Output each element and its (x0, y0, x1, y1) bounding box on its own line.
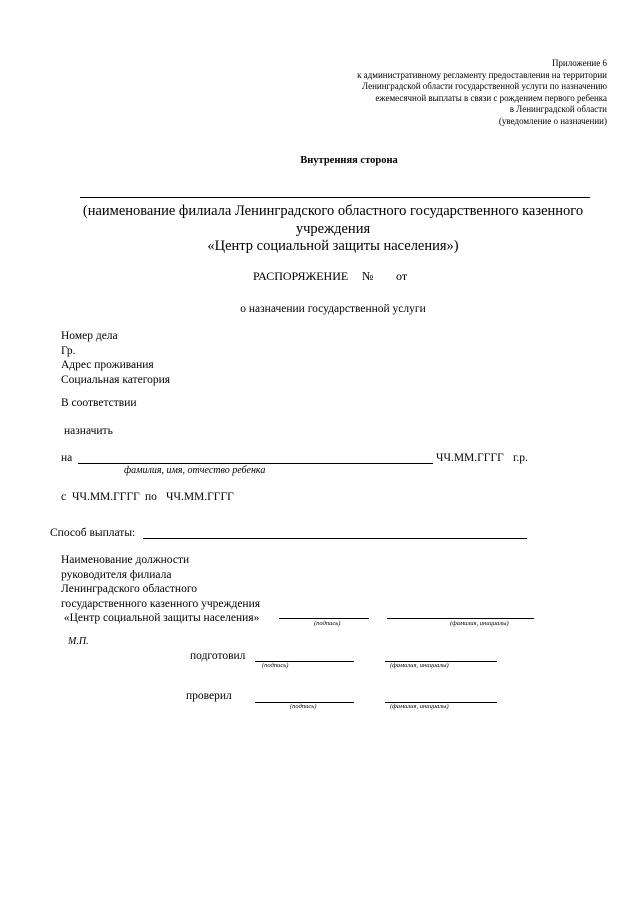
prepared-signature-caption: (подпись) (262, 662, 289, 669)
organization-line-1: (наименование филиала Ленинградского областного государственного казенного учреждения (82, 203, 584, 237)
case-field-citizen: Гр. (61, 344, 76, 357)
organization-caption (48, 203, 618, 256)
organization-line-2: «Центр социальной защиты населения») (207, 238, 459, 254)
assign-text: назначить (64, 425, 113, 437)
checked-signature-caption: (подпись) (290, 703, 317, 710)
prepared-label: подготовил (190, 650, 246, 662)
head-signature-caption: (подпись) (314, 620, 341, 627)
case-fields (61, 329, 170, 387)
organization-name-line (80, 197, 590, 198)
appendix-line: Ленинградской области государственной услуги по назначению (362, 81, 607, 92)
appendix-line: (уведомление о назначении) (498, 115, 607, 126)
case-field-category: Социальная категория (61, 373, 171, 386)
head-name-caption: (фамилия, инициалы) (450, 620, 509, 627)
head-line: Ленинградского областного (61, 583, 197, 595)
child-name-caption: фамилия, имя, отчество ребенка (124, 465, 266, 476)
head-line: Наименование должности (61, 554, 190, 566)
appendix-header (357, 58, 607, 128)
head-position (61, 553, 260, 626)
appendix-line: к административному регламенту предоставления на территории (357, 69, 607, 80)
case-field-number: Номер дела (61, 330, 118, 342)
head-name-line (387, 618, 534, 619)
order-date-label: от (396, 269, 408, 283)
stamp-mark: М.П. (68, 636, 89, 647)
payment-method-line (143, 538, 527, 539)
head-line: «Центр социальной защиты населения» (61, 612, 260, 624)
order-number-label: № (362, 269, 374, 283)
period-to-date: ЧЧ.ММ.ГГГГ (166, 491, 234, 503)
payment-method-label: Способ выплаты: (50, 527, 136, 539)
checked-label: проверил (186, 690, 232, 702)
period-to-label: по (145, 491, 157, 503)
appendix-line: в Ленинградской области (509, 104, 607, 115)
head-line: государственного казенного учреждения (61, 597, 261, 610)
accordance-text: В соответствии (61, 397, 137, 409)
prepared-name-caption: (фамилия, инициалы) (390, 662, 449, 669)
order-title: РАСПОРЯЖЕНИЕ (253, 269, 349, 283)
order-purpose: о назначении государственной услуги (240, 303, 426, 315)
case-field-address: Адрес проживания (61, 359, 154, 371)
appendix-line: ежемесячной выплаты в связи с рождением первого ребенка (375, 92, 607, 103)
inner-side-heading: Внутренняя сторона (300, 155, 398, 166)
child-name-line (78, 463, 433, 464)
child-birth-date: ЧЧ.ММ.ГГГГ (436, 452, 504, 464)
head-signature-line (279, 618, 369, 619)
child-prefix: на (61, 452, 73, 464)
checked-name-caption: (фамилия, инициалы) (390, 703, 449, 710)
appendix-line: Приложение 6 (551, 58, 607, 68)
child-year-suffix: г.р. (513, 452, 528, 464)
head-line: руководителя филиала (61, 568, 172, 581)
period-from-date: ЧЧ.ММ.ГГГГ (72, 491, 140, 503)
period-from-label: с (61, 491, 67, 503)
